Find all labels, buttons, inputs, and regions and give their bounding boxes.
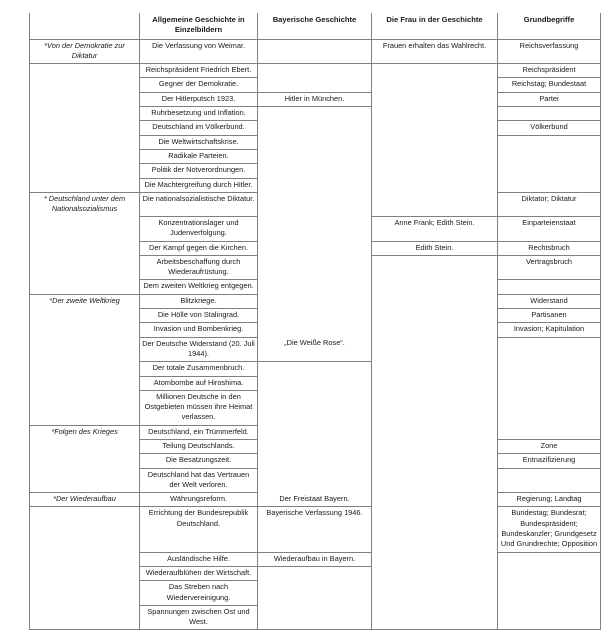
allgemeine-geschichte-cell: Ruhrbesetzung und Inflation. [140, 107, 258, 121]
allgemeine-geschichte-cell: Die Hölle von Stalingrad. [140, 309, 258, 323]
section-spacer-cell [30, 78, 140, 92]
table-row [30, 566, 601, 580]
header-cell-grundbegriffe: Grundbegriffe [498, 13, 601, 39]
die-frau-in-der-geschichte-cell [372, 64, 498, 78]
grundbegriffe-cell: Regierung; Landtag [498, 493, 601, 507]
table-row [30, 454, 601, 468]
section-spacer-cell [30, 121, 140, 135]
section-spacer-cell [30, 454, 140, 468]
allgemeine-geschichte-cell: Gegner der Demokratie. [140, 78, 258, 92]
header-cell-blank [30, 13, 140, 39]
section-spacer-cell [30, 309, 140, 323]
bayerische-geschichte-cell [258, 164, 372, 178]
allgemeine-geschichte-cell: Politik der Notverordnungen. [140, 164, 258, 178]
bayerische-geschichte-cell [258, 566, 372, 580]
table-row [30, 164, 601, 178]
table-row [30, 294, 601, 308]
section-spacer-cell [30, 440, 140, 454]
grundbegriffe-cell [498, 149, 601, 163]
bayerische-geschichte-cell [258, 468, 372, 493]
table-row [30, 280, 601, 294]
section-spacer-cell [30, 323, 140, 337]
section-spacer-cell [30, 552, 140, 566]
grundbegriffe-cell [498, 581, 601, 606]
die-frau-in-der-geschichte-cell [372, 337, 498, 362]
table-row [30, 216, 601, 241]
bayerische-geschichte-cell [258, 216, 372, 241]
die-frau-in-der-geschichte-cell [372, 294, 498, 308]
header-cell-bayerische-geschichte: Bayerische Geschichte [258, 13, 372, 39]
die-frau-in-der-geschichte-cell [372, 362, 498, 376]
bayerische-geschichte-cell [258, 64, 372, 78]
section-spacer-cell [30, 376, 140, 390]
grundbegriffe-cell: Zone [498, 440, 601, 454]
allgemeine-geschichte-cell: Die Besatzungszeit. [140, 454, 258, 468]
section-spacer-cell [30, 64, 140, 78]
allgemeine-geschichte-cell: Die nationalsozialistische Diktatur. [140, 192, 258, 216]
allgemeine-geschichte-cell: Errichtung der Bundesrepublik Deutschland. [140, 507, 258, 552]
table-header [30, 13, 601, 39]
allgemeine-geschichte-cell: Atombombe auf Hiroshima. [140, 376, 258, 390]
grundbegriffe-cell: Völkerbund [498, 121, 601, 135]
grundbegriffe-cell [498, 337, 601, 362]
die-frau-in-der-geschichte-cell [372, 149, 498, 163]
bayerische-geschichte-cell [258, 294, 372, 308]
die-frau-in-der-geschichte-cell [372, 376, 498, 390]
section-spacer-cell [30, 107, 140, 121]
allgemeine-geschichte-cell: Wiederaufblühen der Wirtschaft. [140, 566, 258, 580]
section-spacer-cell [30, 566, 140, 580]
bayerische-geschichte-cell [258, 323, 372, 337]
allgemeine-geschichte-cell: Der totale Zusammenbruch. [140, 362, 258, 376]
table-row [30, 121, 601, 135]
bayerische-geschichte-cell: Der Freistaat Bayern. [258, 493, 372, 507]
table-row [30, 107, 601, 121]
bayerische-geschichte-cell [258, 440, 372, 454]
table-body [30, 39, 601, 630]
section-heading-cell: *Der Wiederaufbau [30, 493, 140, 507]
section-spacer-cell [30, 390, 140, 425]
page-canvas [0, 13, 613, 627]
die-frau-in-der-geschichte-cell [372, 581, 498, 606]
grundbegriffe-cell: Partei [498, 92, 601, 106]
table-row [30, 255, 601, 280]
bayerische-geschichte-cell [258, 362, 372, 376]
table-row [30, 178, 601, 192]
section-spacer-cell [30, 241, 140, 255]
allgemeine-geschichte-cell: Invasion und Bombenkrieg. [140, 323, 258, 337]
allgemeine-geschichte-cell: Die Verfassung von Weimar. [140, 39, 258, 64]
table-row [30, 376, 601, 390]
allgemeine-geschichte-cell: Der Hitlerputsch 1923. [140, 92, 258, 106]
bayerische-geschichte-cell [258, 107, 372, 121]
allgemeine-geschichte-cell: Spannungen zwischen Ost und West. [140, 605, 258, 630]
table-row [30, 135, 601, 149]
section-spacer-cell [30, 135, 140, 149]
grundbegriffe-cell: Entnazifizierung [498, 454, 601, 468]
allgemeine-geschichte-cell: Deutschland, ein Trümmerfeld. [140, 425, 258, 439]
die-frau-in-der-geschichte-cell [372, 192, 498, 216]
allgemeine-geschichte-cell: Radikale Parteien. [140, 149, 258, 163]
allgemeine-geschichte-cell: Millionen Deutsche in den Ostgebieten müssen ihre Heimat verlassen. [140, 390, 258, 425]
grundbegriffe-cell: Einparteienstaat [498, 216, 601, 241]
table-row [30, 581, 601, 606]
bayerische-geschichte-cell [258, 149, 372, 163]
grundbegriffe-cell [498, 107, 601, 121]
section-spacer-cell [30, 337, 140, 362]
bayerische-geschichte-cell [258, 390, 372, 425]
bayerische-geschichte-cell [258, 309, 372, 323]
section-heading-cell: *Der zweite Weltkrieg [30, 294, 140, 308]
allgemeine-geschichte-cell: Dem zweiten Weltkrieg entgegen. [140, 280, 258, 294]
bayerische-geschichte-cell [258, 78, 372, 92]
die-frau-in-der-geschichte-cell [372, 454, 498, 468]
section-spacer-cell [30, 178, 140, 192]
die-frau-in-der-geschichte-cell [372, 323, 498, 337]
table-row [30, 241, 601, 255]
section-spacer-cell [30, 149, 140, 163]
table-row [30, 309, 601, 323]
grundbegriffe-cell [498, 376, 601, 390]
grundbegriffe-cell [498, 468, 601, 493]
grundbegriffe-cell [498, 280, 601, 294]
allgemeine-geschichte-cell: Währungsreform. [140, 493, 258, 507]
grundbegriffe-cell [498, 362, 601, 376]
allgemeine-geschichte-cell: Das Streben nach Wiedervereinigung. [140, 581, 258, 606]
die-frau-in-der-geschichte-cell [372, 309, 498, 323]
table-row [30, 552, 601, 566]
allgemeine-geschichte-cell: Deutschland im Völkerbund. [140, 121, 258, 135]
die-frau-in-der-geschichte-cell [372, 92, 498, 106]
bayerische-geschichte-cell [258, 605, 372, 630]
grundbegriffe-cell: Diktator; Diktatur [498, 192, 601, 216]
die-frau-in-der-geschichte-cell [372, 390, 498, 425]
bayerische-geschichte-cell [258, 425, 372, 439]
grundbegriffe-cell [498, 390, 601, 425]
bayerische-geschichte-cell: Hitler in München. [258, 92, 372, 106]
table-row [30, 323, 601, 337]
table-row [30, 468, 601, 493]
section-spacer-cell [30, 581, 140, 606]
section-spacer-cell [30, 605, 140, 630]
table-row [30, 192, 601, 216]
section-spacer-cell [30, 164, 140, 178]
bayerische-geschichte-cell [258, 376, 372, 390]
die-frau-in-der-geschichte-cell: Anne Frank; Edith Stein. [372, 216, 498, 241]
grundbegriffe-cell: Widerstand [498, 294, 601, 308]
die-frau-in-der-geschichte-cell [372, 440, 498, 454]
table-row [30, 425, 601, 439]
die-frau-in-der-geschichte-cell [372, 552, 498, 566]
allgemeine-geschichte-cell: Reichspräsident Friedrich Ebert. [140, 64, 258, 78]
section-spacer-cell [30, 255, 140, 280]
allgemeine-geschichte-cell: Teilung Deutschlands. [140, 440, 258, 454]
grundbegriffe-cell [498, 552, 601, 566]
die-frau-in-der-geschichte-cell [372, 78, 498, 92]
die-frau-in-der-geschichte-cell: Edith Stein. [372, 241, 498, 255]
bayerische-geschichte-cell [258, 192, 372, 216]
bayerische-geschichte-cell: „Die Weiße Rose“. [258, 337, 372, 362]
bayerische-geschichte-cell [258, 178, 372, 192]
die-frau-in-der-geschichte-cell [372, 566, 498, 580]
die-frau-in-der-geschichte-cell: Frauen erhalten das Wahlrecht. [372, 39, 498, 64]
table-row [30, 390, 601, 425]
grundbegriffe-cell [498, 135, 601, 149]
die-frau-in-der-geschichte-cell [372, 425, 498, 439]
die-frau-in-der-geschichte-cell [372, 107, 498, 121]
grundbegriffe-cell: Partisanen [498, 309, 601, 323]
bayerische-geschichte-cell [258, 39, 372, 64]
table-row [30, 362, 601, 376]
section-spacer-cell [30, 216, 140, 241]
section-heading-cell: * Deutschland unter dem Nationalsozialismus [30, 192, 140, 216]
bayerische-geschichte-cell [258, 121, 372, 135]
table-row [30, 92, 601, 106]
grundbegriffe-cell: Invasion; Kapitulation [498, 323, 601, 337]
die-frau-in-der-geschichte-cell [372, 493, 498, 507]
grundbegriffe-cell: Reichsverfassung [498, 39, 601, 64]
allgemeine-geschichte-cell: Blitzkriege. [140, 294, 258, 308]
header-cell-die-frau-in-der-geschichte: Die Frau in der Geschichte [372, 13, 498, 39]
section-spacer-cell [30, 507, 140, 552]
allgemeine-geschichte-cell: Konzentrationslager und Judenverfolgung. [140, 216, 258, 241]
bayerische-geschichte-cell [258, 581, 372, 606]
section-heading-cell: *Folgen des Krieges [30, 425, 140, 439]
die-frau-in-der-geschichte-cell [372, 280, 498, 294]
section-spacer-cell [30, 92, 140, 106]
allgemeine-geschichte-cell: Der Kampf gegen die Kirchen. [140, 241, 258, 255]
header-cell-allgemeine-geschichte: Allgemeine Geschichte in Einzelbildern [140, 13, 258, 39]
allgemeine-geschichte-cell: Die Weltwirtschaftskrise. [140, 135, 258, 149]
allgemeine-geschichte-cell: Der Deutsche Widerstand (20. Juli 1944). [140, 337, 258, 362]
grundbegriffe-cell: Vertragsbruch [498, 255, 601, 280]
grundbegriffe-cell [498, 566, 601, 580]
table-row [30, 337, 601, 362]
die-frau-in-der-geschichte-cell [372, 507, 498, 552]
section-spacer-cell [30, 362, 140, 376]
table-row [30, 78, 601, 92]
section-spacer-cell [30, 280, 140, 294]
bayerische-geschichte-cell [258, 454, 372, 468]
grundbegriffe-cell: Rechtsbruch [498, 241, 601, 255]
die-frau-in-der-geschichte-cell [372, 468, 498, 493]
bayerische-geschichte-cell: Bayerische Verfassung 1946. [258, 507, 372, 552]
grundbegriffe-cell [498, 164, 601, 178]
table-row [30, 39, 601, 64]
bayerische-geschichte-cell: Wiederaufbau in Bayern. [258, 552, 372, 566]
die-frau-in-der-geschichte-cell [372, 121, 498, 135]
section-spacer-cell [30, 468, 140, 493]
grundbegriffe-cell: Bundestag; Bundesrat; Bundespräsident; Bundeskanzler; Grundgesetz Und Grundrechte; Opposition [498, 507, 601, 552]
bayerische-geschichte-cell [258, 280, 372, 294]
grundbegriffe-cell: Reichspräsident [498, 64, 601, 78]
grundbegriffe-cell [498, 605, 601, 630]
allgemeine-geschichte-cell: Die Machtergreifung durch Hitler. [140, 178, 258, 192]
grundbegriffe-cell: Reichstag; Bundestaat [498, 78, 601, 92]
die-frau-in-der-geschichte-cell [372, 255, 498, 280]
table-row [30, 605, 601, 630]
table-row [30, 149, 601, 163]
bayerische-geschichte-cell [258, 135, 372, 149]
table-row [30, 440, 601, 454]
die-frau-in-der-geschichte-cell [372, 135, 498, 149]
curriculum-table [29, 13, 601, 630]
grundbegriffe-cell [498, 425, 601, 439]
die-frau-in-der-geschichte-cell [372, 178, 498, 192]
allgemeine-geschichte-cell: Ausländische Hilfe. [140, 552, 258, 566]
section-heading-cell: *Von der Demokratie zur Diktatur [30, 39, 140, 64]
table-row [30, 507, 601, 552]
header-row [30, 13, 601, 39]
grundbegriffe-cell [498, 178, 601, 192]
bayerische-geschichte-cell [258, 241, 372, 255]
table-row [30, 64, 601, 78]
bayerische-geschichte-cell [258, 255, 372, 280]
die-frau-in-der-geschichte-cell [372, 605, 498, 630]
table-row [30, 493, 601, 507]
allgemeine-geschichte-cell: Deutschland hat das Vertrauen der Welt verloren. [140, 468, 258, 493]
die-frau-in-der-geschichte-cell [372, 164, 498, 178]
allgemeine-geschichte-cell: Arbeitsbeschaffung durch Wiederaufrüstung. [140, 255, 258, 280]
